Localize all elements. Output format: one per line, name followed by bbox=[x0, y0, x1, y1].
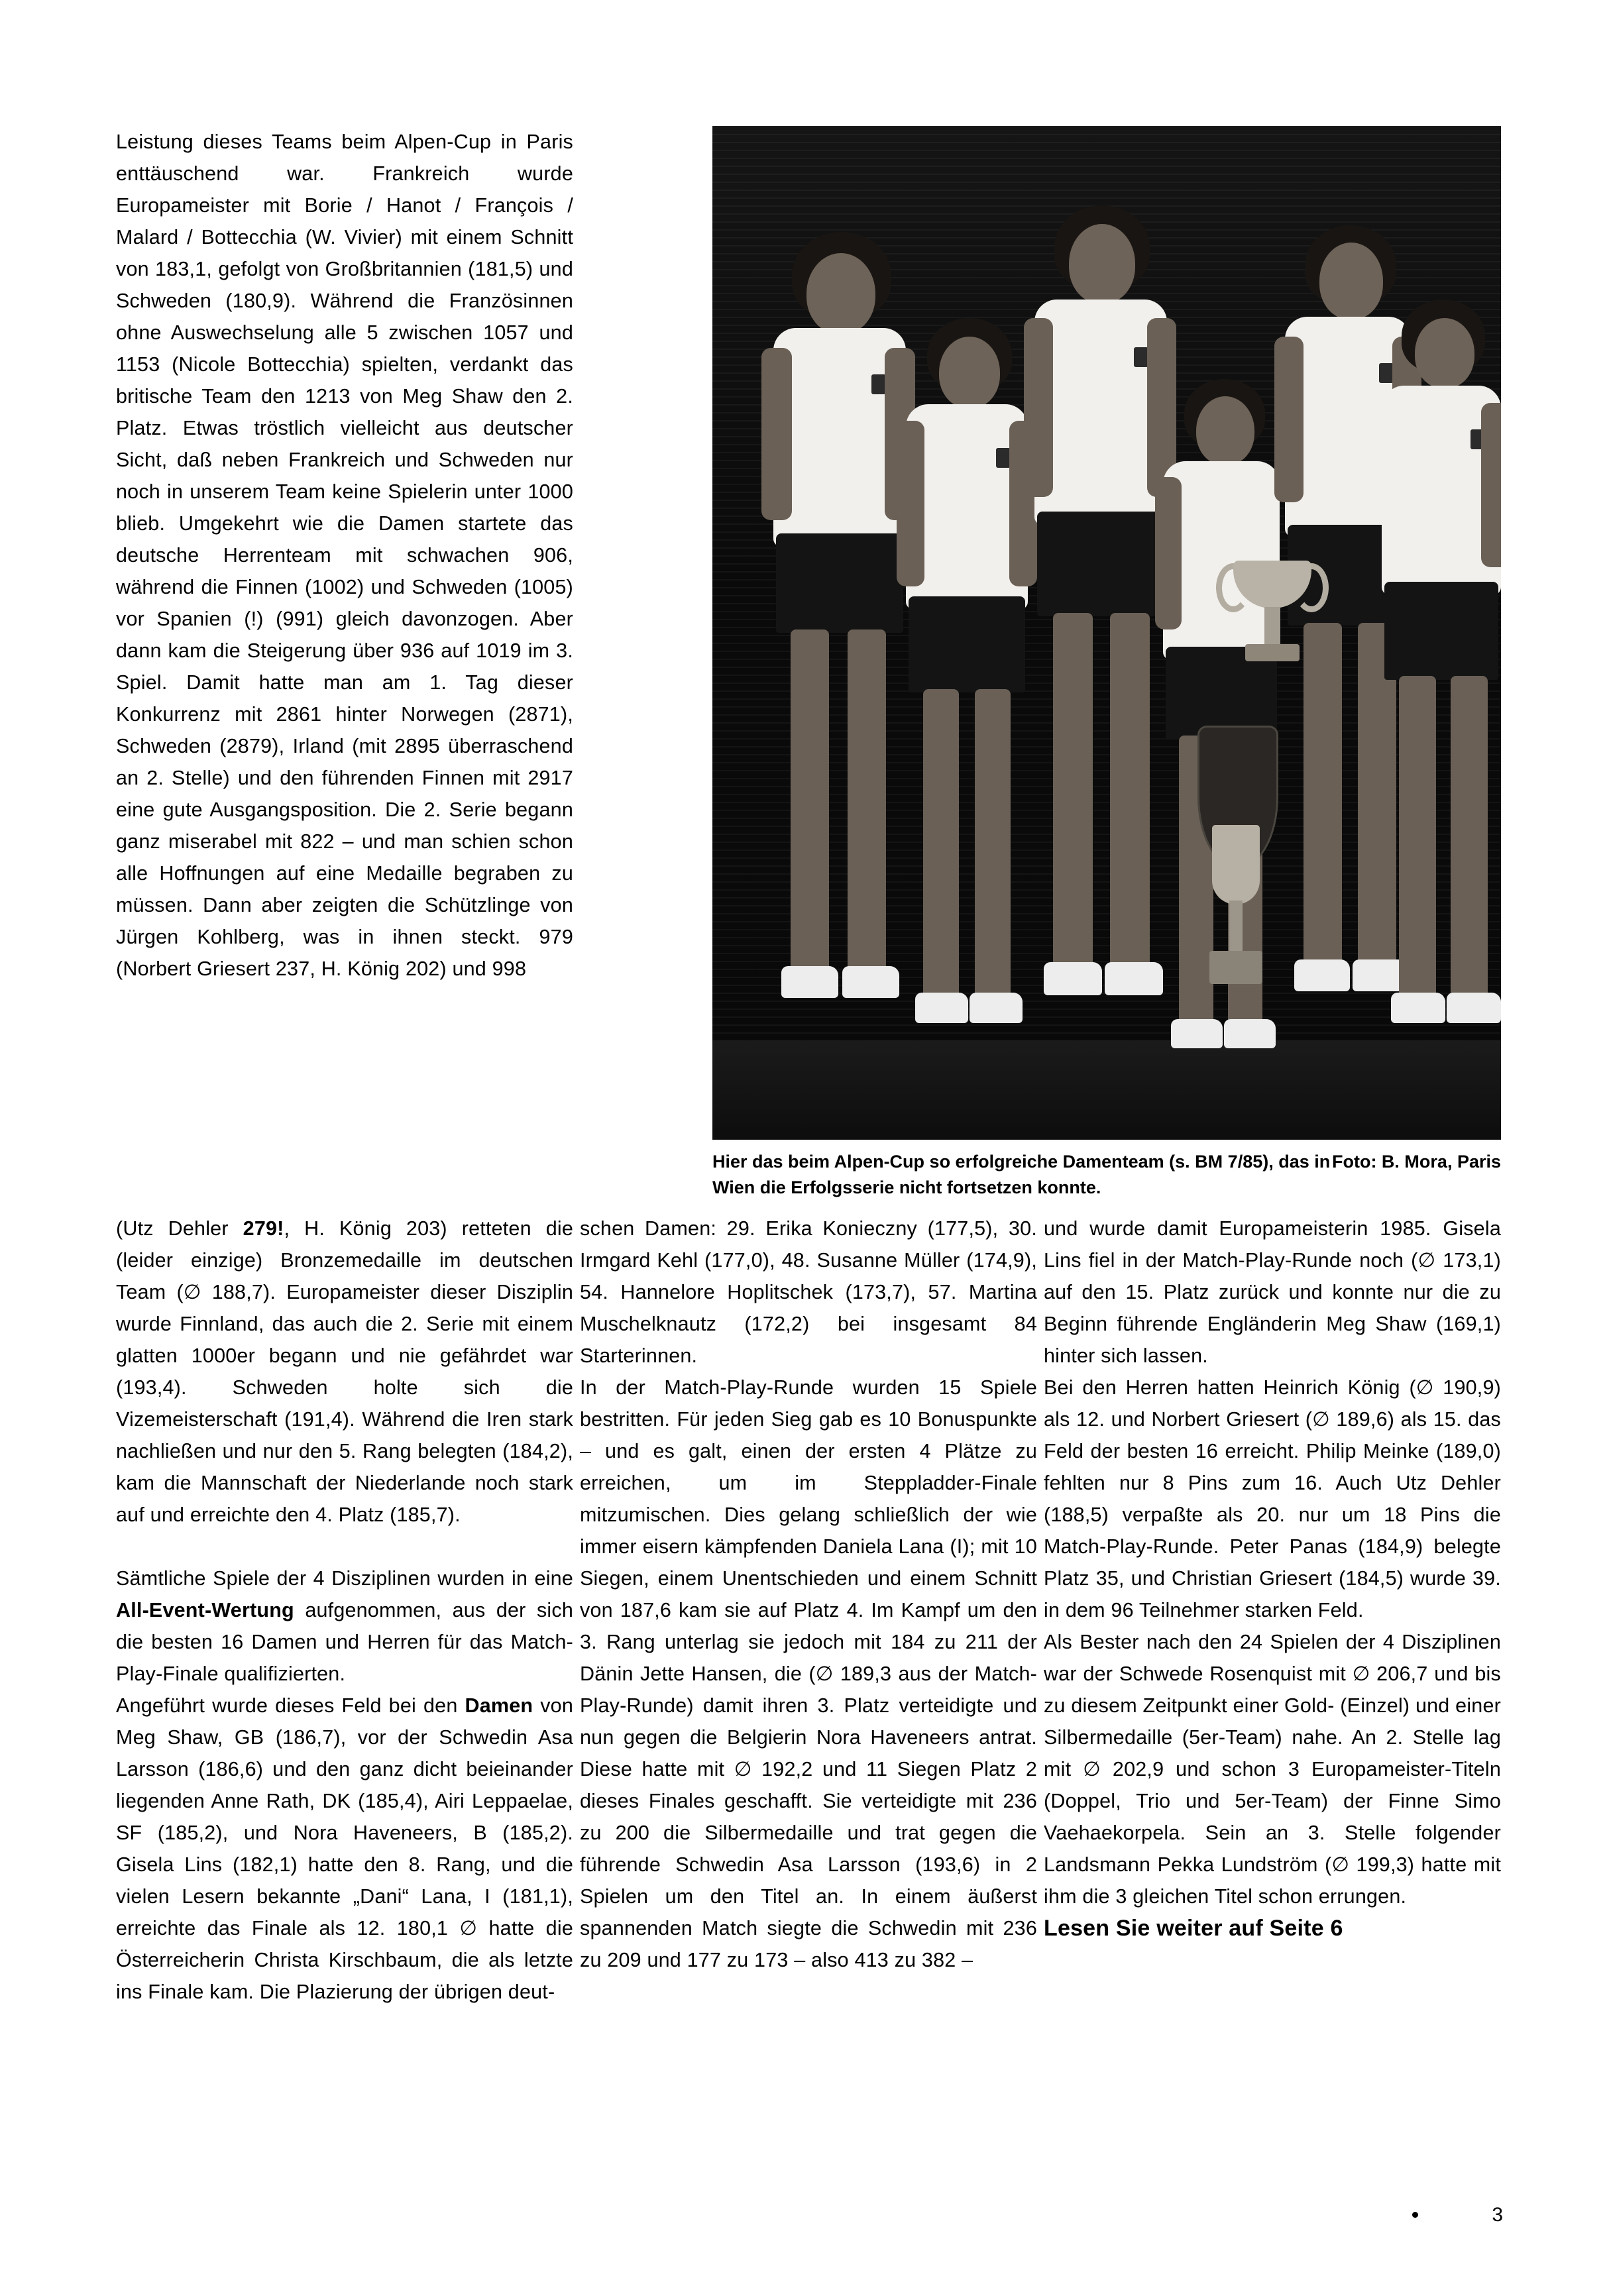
leg-right bbox=[1451, 676, 1488, 1001]
trophy-cup bbox=[1212, 825, 1260, 904]
floor-trophy bbox=[1176, 726, 1296, 1011]
column-3-para-1: und wurde damit Europameisterin 1985. Gisela Lins fiel in der Match-Play-Runde noch (∅ 173,1) auf den 15. Platz zurück und konnte nur die zu Beginn führende Engländerin Meg Shaw (169,1) hinter sich lassen. bbox=[1044, 1217, 1501, 1367]
team-badge bbox=[996, 448, 1011, 468]
photo-caption bbox=[712, 1149, 1501, 1201]
skirt bbox=[1037, 512, 1164, 616]
left-column-top bbox=[116, 126, 573, 985]
photo-credit: Foto: B. Mora, Paris bbox=[1331, 1152, 1501, 1172]
c1p2-post: aufgenommen, aus der sich die besten 16 Damen und Herren für das Match-Play-Finale qualifizierten. bbox=[116, 1599, 573, 1685]
c1p3-bold: Damen bbox=[465, 1694, 533, 1717]
photo-block bbox=[712, 126, 1501, 1201]
shoe-right bbox=[1105, 962, 1163, 995]
leg-left bbox=[791, 629, 829, 974]
column-3-para-3: Als Bester nach den 24 Spielen der 4 Disziplinen war der Schwede Rosenquist mit ∅ 206,7 und bis zu diesem Zeitpunkt einer Gold- (Einzel) und einer Silbermedaille (5er-Team) nahe. An 2. Stelle lag mit ∅ 202,9 und schon 3 Europameister-Titeln (Doppel, Trio und 5er-Team) der Finne Simo Vaehaekorpela. Sein an 3. Stelle folgender Landsmann Pekka Lundström (∅ 199,3) hatte mit ihm die 3 gleichen Titel schon errungen. bbox=[1044, 1631, 1501, 1908]
leg-right bbox=[1110, 613, 1150, 971]
shoe-left bbox=[781, 966, 838, 998]
column-1-para-1 bbox=[116, 1213, 573, 1531]
leg-left bbox=[1399, 676, 1436, 1001]
arm-left bbox=[761, 348, 792, 520]
shoe-left bbox=[1171, 1019, 1223, 1048]
shoe-left bbox=[1391, 993, 1445, 1023]
column-3-para-2: Bei den Herren hatten Heinrich König (∅ 190,9) als 12. und Norbert Griesert (∅ 189,6) als 15. das Feld der besten 16 erreicht. Philip Meinke (189,0) fehlten nur 8 Pins zum 16. Auch Utz Dehler (188,5) verpaßte als 20. nur um 18 Pins die Match-Play-Runde. Peter Panas (184,9) belegte Platz 35, und Christian Griesert (184,5) wurde 39. in dem 96 Teilnehmer starken Feld. bbox=[1044, 1376, 1501, 1621]
leg-right bbox=[975, 689, 1011, 1001]
shoe-right bbox=[1224, 1019, 1276, 1048]
skirt bbox=[1384, 582, 1498, 680]
continue-reading-note: Lesen Sie weiter auf Seite 6 bbox=[1044, 1916, 1343, 1941]
trophy-base bbox=[1209, 951, 1262, 984]
arm-left bbox=[1155, 477, 1182, 629]
c1p2-pre: Sämtliche Spiele der 4 Disziplinen wurden in eine bbox=[116, 1567, 573, 1590]
leg-left bbox=[1053, 613, 1093, 971]
head bbox=[1415, 318, 1474, 388]
column-2-para-2: In der Match-Play-Runde wurden 15 Spiele bestritten. Für jeden Sieg gab es 10 Bonuspunkte – und es galt, einen der ersten 4 Plätze zu erreichen, um im Steppladder-Finale mitzumischen. Dies gelang schließlich der wie immer eisern kämpfenden Daniela Lana (I); mit 10 Siegen, einem Unentschieden und einem Schnitt von 187,6 kam sie auf Platz 4. Im Kampf um den 3. Rang unterlag sie jedoch mit 184 zu 211 der Dänin Jette Hansen, die (∅ 189,3 aus der Match-Play-Runde) damit ihren 3. Platz verteidigte und nun gegen die Belgierin Nora Haveneers antrat. Diese hatte mit ∅ 192,2 und 11 Siegen Platz 2 dieses Finales geschafft. Sie verteidigte mit 236 zu 200 die Silbermedaille und trat gegen die führende Schwedin Asa Larsson (193,6) in 2 Spielen um den Titel an. In einem äußerst spannenden Match siegte die Schwedin mit 236 zu 209 und 177 zu 173 – also 413 zu 382 – bbox=[580, 1376, 1037, 1971]
c1p1-post: , H. König 203) retteten die (leider einzige) Bronzemedaille im deutschen Team (∅ 188,7). Europameister dieser Disziplin wurde Finnland, das auch die 2. Serie mit einem glatten 1000er begann und nie gefährdet war (193,4). Schweden holte sich die Vizemeisterschaft (191,4). Während die Iren stark nachließen und nur den 5. Rang belegten (184,2), kam die Mannschaft der Niederlande noch stark auf und erreichte den 4. Platz (185,7). bbox=[116, 1217, 573, 1526]
left-column-top-text: Leistung dieses Teams beim Alpen-Cup in Paris enttäuschend war. Frankreich wurde Europameister mit Borie / Hanot / François / Malard / Bottecchia (W. Vivier) mit einem Schnitt von 183,1, gefolgt von Großbritannien (181,5) und Schweden (180,9). Während die Französinnen ohne Auswechselung alle 5 zwischen 1057 und 1153 (Nicole Bottecchia) spielten, verdankt das britische Team den 1213 von Meg Shaw den 2. Platz. Etwas tröstlich vielleicht aus deutscher Sicht, daß neben Frankreich und Schweden nur noch in unserem Team keine Spielerin unter 1000 blieb. Umgekehrt wie die Damen startete das deutsche Herrenteam mit schwachen 906, während die Finnen (1002) und Schweden (1005) vor Spanien (!) (991) gleich davonzogen. Aber dann kam die Steigerung über 936 auf 1019 im 3. Spiel. Damit hatte man am 1. Tag dieser Konkurrenz mit 2861 hinter Norwegen (2871), Schweden (2879), Irland (mit 2895 überraschend an 2. Stelle) und den führenden Finnen mit 2917 eine gute Ausgangsposition. Die 2. Serie begann ganz miserabel mit 822 – und man schien schon alle Hoffnungen auf eine Medaille begraben zu müssen. Dann aber zeigten die Schützlinge von Jürgen Kohlberg, was in ihnen steckt. 979 (Norbert Griesert 237, H. König 202) und 998 bbox=[116, 131, 573, 980]
held-trophy bbox=[1223, 543, 1322, 683]
shoe-right bbox=[842, 966, 899, 998]
column-2-para-1: schen Damen: 29. Erika Konieczny (177,5), 30. Irmgard Kehl (177,0), 48. Susanne Müller (174,9), 54. Hannelore Hoplitschek (173,7), 57. Martina Muschelknautz (172,2) bei insgesamt 84 Starterinnen. bbox=[580, 1217, 1037, 1367]
photo-person-1 bbox=[759, 232, 911, 1060]
arm-left bbox=[897, 421, 924, 586]
head bbox=[1069, 224, 1135, 303]
column-1-para-3 bbox=[116, 1690, 573, 2008]
head bbox=[806, 253, 875, 334]
column-2 bbox=[580, 1213, 1037, 1976]
c1p1-pre: (Utz Dehler bbox=[116, 1217, 243, 1240]
leg-left bbox=[923, 689, 959, 1001]
trophy-stem bbox=[1264, 607, 1280, 645]
trophy-stem bbox=[1229, 901, 1243, 954]
shoe-left bbox=[1294, 959, 1350, 991]
shoe-right bbox=[970, 993, 1023, 1023]
top-area bbox=[116, 126, 1501, 1199]
team-badge bbox=[871, 374, 886, 394]
column-1 bbox=[116, 1213, 573, 2008]
printers-mark bbox=[1412, 2212, 1418, 2218]
head bbox=[1319, 243, 1383, 319]
c1p2-bold: All-Event-Wertung bbox=[116, 1599, 294, 1621]
photo-person-2 bbox=[897, 278, 1036, 1060]
arm-left bbox=[1274, 337, 1304, 502]
head bbox=[1196, 396, 1254, 465]
trophy-base bbox=[1245, 644, 1300, 661]
team-badge bbox=[1134, 347, 1148, 367]
photo-person-6 bbox=[1375, 265, 1501, 1060]
column-1-para-2 bbox=[116, 1562, 573, 1690]
paragraph-spacer bbox=[116, 1531, 573, 1562]
arm-left bbox=[1024, 318, 1053, 497]
c1p1-bold: 279! bbox=[243, 1217, 284, 1240]
lower-columns bbox=[116, 1213, 1501, 2193]
team-photo bbox=[712, 126, 1501, 1140]
page-number: 3 bbox=[1492, 2204, 1503, 2226]
c1p3-post: von Meg Shaw, GB (186,7), vor der Schwedin Asa Larsson (186,6) und den ganz dicht beieinander liegenden Anne Rath, DK (185,4), Airi Leppaelae, SF (185,2), und Nora Haveneers, B (185,2). Gisela Lins (182,1) hatte den 8. Rang, und die vielen Lesern bekannte „Dani“ Lana, I (181,1), erreichte das Finale als 12. 180,1 ∅ hatte die Österreicherin Christa Kirschbaum, die als letzte ins Finale kam. Die Plazierung der übrigen deut- bbox=[116, 1694, 573, 2003]
shoe-left bbox=[915, 993, 968, 1023]
head bbox=[939, 337, 1000, 408]
shoe-right bbox=[1447, 993, 1501, 1023]
leg-right bbox=[848, 629, 886, 974]
arm-right bbox=[1481, 403, 1501, 567]
skirt bbox=[776, 533, 903, 633]
photo-person-3 bbox=[1023, 205, 1175, 1060]
column-3 bbox=[1044, 1213, 1501, 1944]
photo-caption-text: Hier das beim Alpen-Cup so erfolgreiche Damenteam (s. BM 7/85), das in Wien die Erfolgsserie nicht fortsetzen konnte. bbox=[712, 1152, 1331, 1197]
skirt bbox=[909, 596, 1025, 692]
c1p3-pre: Angeführt wurde dieses Feld bei den bbox=[116, 1694, 465, 1717]
shoe-left bbox=[1044, 962, 1102, 995]
